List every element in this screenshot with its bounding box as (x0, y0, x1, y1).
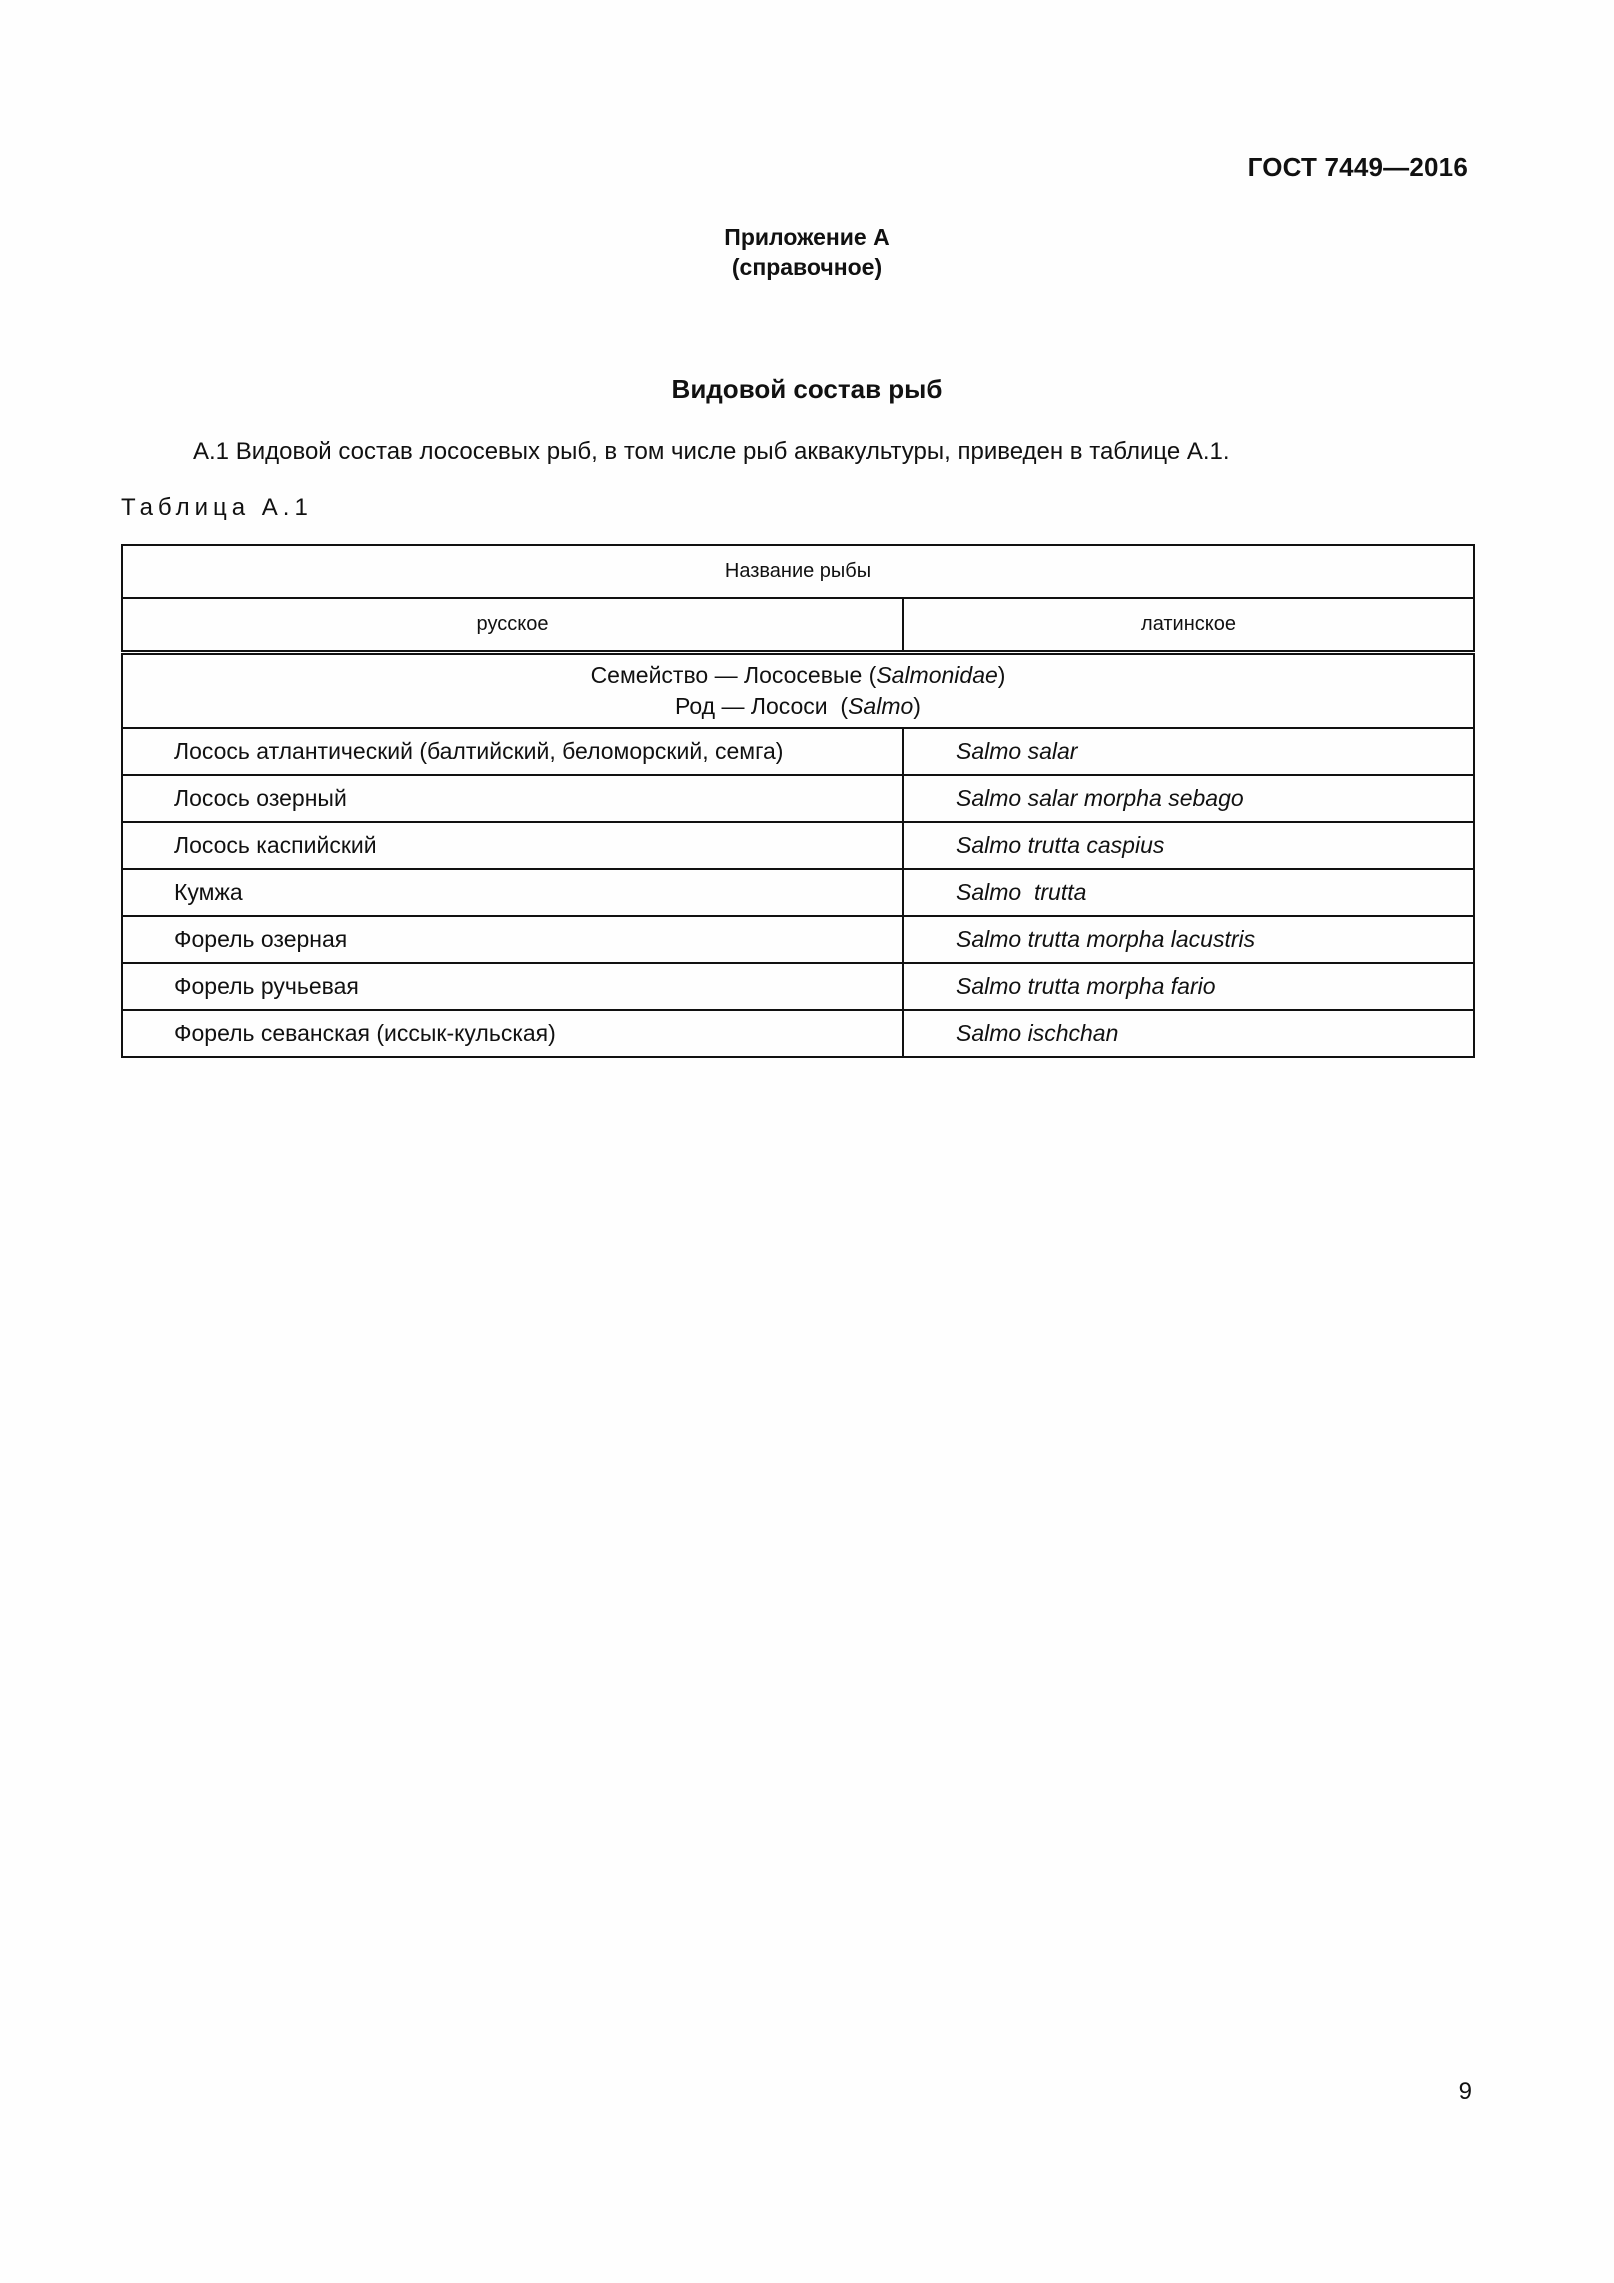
latin-name-cell: Salmo trutta (903, 869, 1474, 916)
genus-prefix: Род — Лососи ( (675, 693, 849, 719)
fish-species-table (121, 544, 1475, 1058)
family-latin: Salmonidae (876, 662, 998, 688)
genus-line (123, 691, 1473, 722)
russian-name-cell: Форель севанская (иссык-кульская) (122, 1010, 903, 1057)
genus-suffix: ) (913, 693, 921, 719)
table-row (122, 775, 1474, 822)
latin-name-cell: Salmo trutta morpha lacustris (903, 916, 1474, 963)
family-line (123, 660, 1473, 691)
section-title: Видовой состав рыб (671, 374, 943, 404)
appendix-heading (0, 222, 1614, 282)
latin-name-cell: Salmo salar morpha sebago (903, 775, 1474, 822)
russian-name-cell: Лосось атлантический (балтийский, беломорский, семга) (122, 728, 903, 775)
latin-name-cell: Salmo salar (903, 728, 1474, 775)
table-row (122, 916, 1474, 963)
table-row (122, 1010, 1474, 1057)
russian-name-cell: Кумжа (122, 869, 903, 916)
table-row (122, 728, 1474, 775)
russian-name-cell: Лосось озерный (122, 775, 903, 822)
appendix-subtitle: (справочное) (731, 254, 883, 280)
table-row (122, 869, 1474, 916)
family-row (122, 653, 1474, 729)
header-russian: русское (122, 598, 903, 653)
intro-paragraph: А.1 Видовой состав лососевых рыб, в том числе рыб аквакультуры, приведен в таблице А.1. (193, 438, 1230, 465)
family-genus-cell (122, 653, 1474, 729)
table-subheader-row (122, 598, 1474, 653)
genus-latin: Salmo (848, 693, 914, 719)
appendix-title: Приложение А (724, 224, 890, 250)
latin-name-cell: Salmo trutta morpha fario (903, 963, 1474, 1010)
family-prefix: Семейство — Лососевые ( (590, 662, 877, 688)
family-suffix: ) (997, 662, 1006, 688)
latin-name-cell: Salmo ischchan (903, 1010, 1474, 1057)
latin-name-cell: Salmo trutta caspius (903, 822, 1474, 869)
table-label: Таблица А.1 (121, 494, 313, 521)
table-header-row (122, 545, 1474, 598)
russian-name-cell: Лосось каспийский (122, 822, 903, 869)
russian-name-cell: Форель ручьевая (122, 963, 903, 1010)
page-number: 9 (1458, 2078, 1472, 2105)
document-code: ГОСТ 7449—2016 (1247, 152, 1468, 182)
table-row (122, 963, 1474, 1010)
header-latin: латинское (903, 598, 1474, 653)
header-fish-name: Название рыбы (122, 545, 1474, 598)
table-row (122, 822, 1474, 869)
russian-name-cell: Форель озерная (122, 916, 903, 963)
